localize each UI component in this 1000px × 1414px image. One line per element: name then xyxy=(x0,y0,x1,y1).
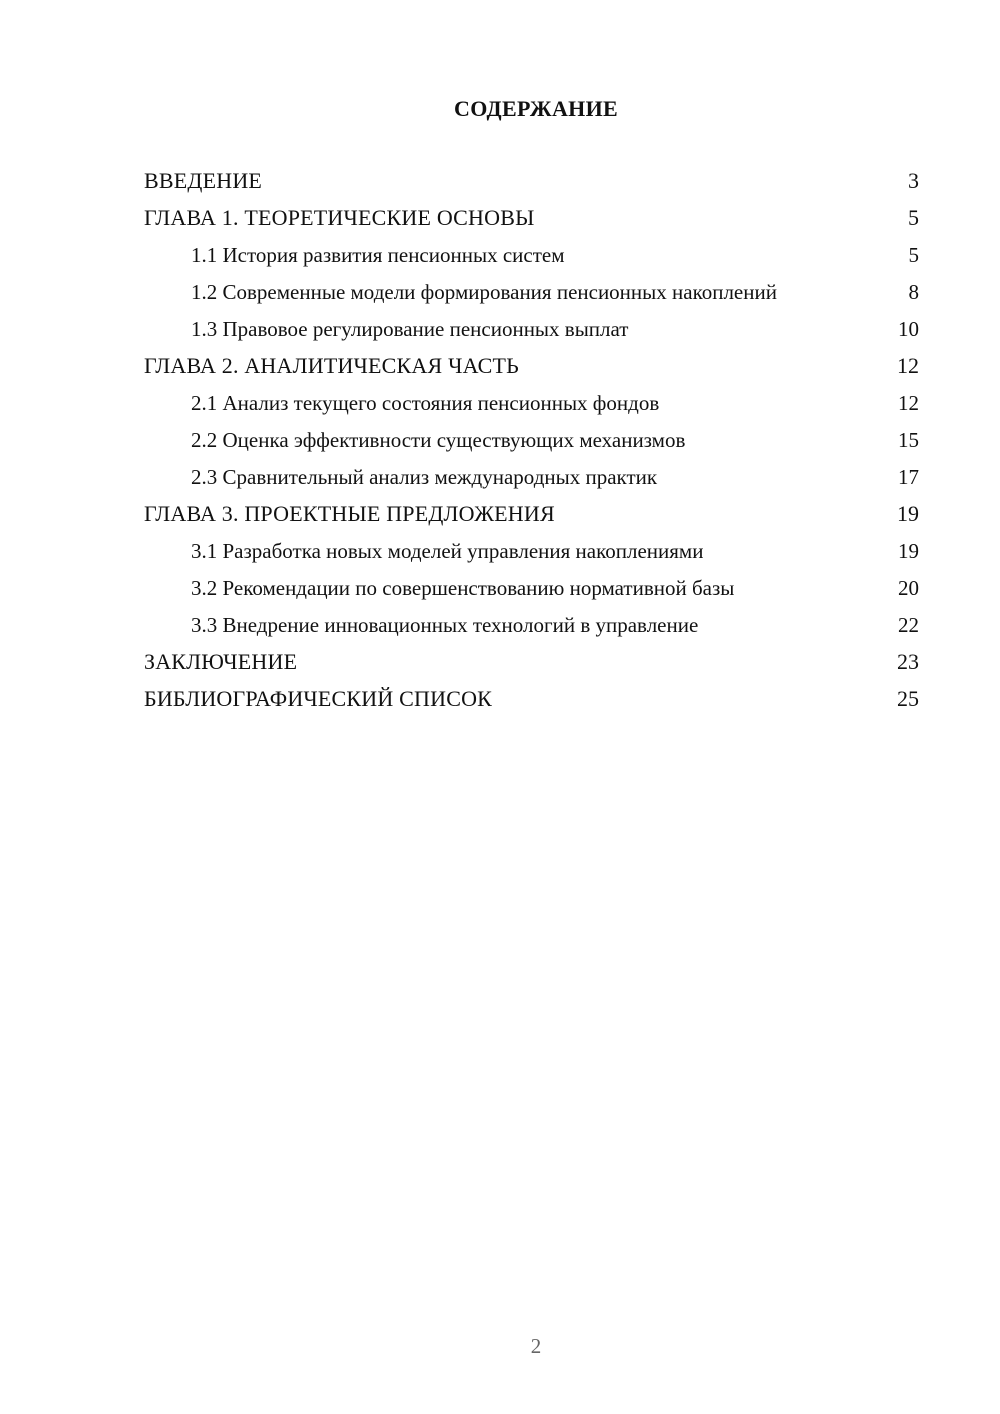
toc-section-entry xyxy=(144,316,919,353)
toc-entry-page: 22 xyxy=(898,613,919,637)
toc-section-entry xyxy=(144,575,919,612)
toc-chapter-entry xyxy=(144,686,919,723)
toc-entry-page: 19 xyxy=(898,539,919,563)
toc-entry-page: 12 xyxy=(897,353,919,378)
toc-entry-page: 19 xyxy=(897,501,919,526)
toc-entry-label: ВВЕДЕНИЕ xyxy=(144,168,263,193)
toc-entry-label: 3.2 Рекомендации по совершенствованию нормативной базы xyxy=(191,576,735,600)
toc-chapter-entry xyxy=(144,353,919,390)
table-of-contents xyxy=(144,168,919,723)
toc-section-entry xyxy=(144,279,919,316)
toc-entry-page: 5 xyxy=(908,205,919,230)
toc-entry-page: 17 xyxy=(898,465,919,489)
toc-chapter-entry xyxy=(144,205,919,242)
toc-entry-page: 5 xyxy=(908,243,919,267)
page-number: 2 xyxy=(530,1334,542,1358)
toc-section-entry xyxy=(144,427,919,464)
toc-entry-page: 12 xyxy=(898,391,919,415)
toc-entry-label: 1.1 История развития пенсионных систем xyxy=(191,243,565,267)
toc-chapter-entry xyxy=(144,501,919,538)
toc-entry-label: 3.1 Разработка новых моделей управления накоплениями xyxy=(191,539,704,563)
toc-entry-page: 3 xyxy=(908,168,919,193)
toc-entry-label: ЗАКЛЮЧЕНИЕ xyxy=(144,649,298,674)
toc-entry-page: 25 xyxy=(897,686,919,711)
toc-entry-page: 20 xyxy=(898,576,919,600)
toc-entry-label: 2.3 Сравнительный анализ международных практик xyxy=(191,465,658,489)
toc-section-entry xyxy=(144,612,919,649)
toc-entry-page: 23 xyxy=(897,649,919,674)
toc-entry-page: 8 xyxy=(908,280,919,304)
toc-entry-label: 3.3 Внедрение инновационных технологий в управление xyxy=(191,613,699,637)
toc-entry-page: 15 xyxy=(898,428,919,452)
toc-chapter-entry xyxy=(144,168,919,205)
toc-entry-label: 2.1 Анализ текущего состояния пенсионных фондов xyxy=(191,391,660,415)
toc-section-entry xyxy=(144,390,919,427)
page-title: СОДЕРЖАНИЕ xyxy=(454,96,618,121)
toc-entry-label: ГЛАВА 3. ПРОЕКТНЫЕ ПРЕДЛОЖЕНИЯ xyxy=(144,501,555,526)
toc-entry-label: 1.3 Правовое регулирование пенсионных выплат xyxy=(191,317,629,341)
toc-section-entry xyxy=(144,464,919,501)
toc-entry-label: БИБЛИОГРАФИЧЕСКИЙ СПИСОК xyxy=(144,686,493,711)
toc-entry-page: 10 xyxy=(898,317,919,341)
toc-entry-label: ГЛАВА 1. ТЕОРЕТИЧЕСКИЕ ОСНОВЫ xyxy=(144,205,535,230)
toc-section-entry xyxy=(144,538,919,575)
toc-entry-label: 2.2 Оценка эффективности существующих механизмов xyxy=(191,428,686,452)
toc-entry-label: ГЛАВА 2. АНАЛИТИЧЕСКАЯ ЧАСТЬ xyxy=(144,353,519,378)
toc-entry-label: 1.2 Современные модели формирования пенсионных накоплений xyxy=(191,280,777,304)
toc-section-entry xyxy=(144,242,919,279)
toc-chapter-entry xyxy=(144,649,919,686)
